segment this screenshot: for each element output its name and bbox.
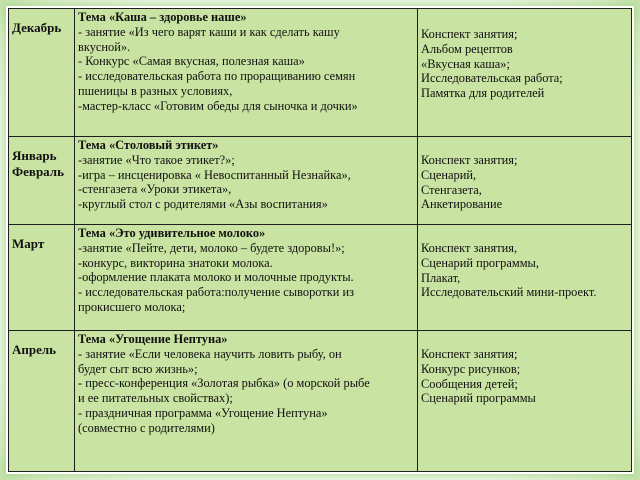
outcome-line: Плакат, [421, 270, 461, 285]
activity-line: -оформление плаката молоко и молочные продукты. [78, 270, 354, 285]
month-label: Март [12, 236, 45, 251]
activities-cell [75, 137, 418, 225]
activity-line: - занятие «Из чего варят каши и как сделать кашу [78, 24, 340, 39]
topic-title: Тема «Угощение Нептуна» [78, 332, 228, 346]
activities-cell [75, 9, 418, 137]
activity-line: - праздничная программа «Угощение Нептуна» [78, 405, 328, 420]
activity-line: -стенгазета «Уроки этикета», [78, 182, 232, 197]
topic-title: Тема «Столовый этикет» [78, 138, 219, 152]
activity-line: - занятие «Если человека научить ловить рыбу, он [78, 346, 342, 361]
activity-line: (совместно с родителями) [78, 420, 215, 435]
outcome-line: Конспект занятия; [421, 27, 518, 41]
plan-table-frame [6, 6, 634, 474]
month-cell [9, 331, 75, 472]
outcome-line: Альбом рецептов [421, 41, 513, 56]
outcome-line: Конкурс рисунков; [421, 361, 521, 376]
table-row-april [9, 331, 632, 472]
activity-line: -занятие «Что такое этикет?»; [78, 152, 235, 167]
outcome-line: Конспект занятия; [421, 347, 518, 361]
activity-line: пшеницы в разных условиях, [78, 83, 233, 98]
month-label: Апрель [12, 342, 57, 357]
month-cell [9, 225, 75, 331]
outcome-line: Конспект занятия, [421, 241, 518, 255]
activities-cell [75, 225, 418, 331]
plan-table [8, 8, 632, 472]
activity-line: -конкурс, викторина знатоки молока. [78, 255, 273, 270]
outcomes-cell [418, 225, 632, 331]
month-cell [9, 137, 75, 225]
outcomes-cell [418, 9, 632, 137]
outcomes-cell [418, 331, 632, 472]
activity-line: - Конкурс «Самая вкусная, полезная каша» [78, 54, 305, 69]
outcome-line: Памятка для родителей [421, 86, 545, 101]
activity-line: -мастер-класс «Готовим обеды для сыночка и дочки» [78, 98, 358, 113]
activity-line: - исследовательская работа по проращиванию семян [78, 69, 356, 84]
month-label: Декабрь [12, 20, 62, 35]
activity-line: прокисшего молока; [78, 299, 186, 314]
activities-cell [75, 331, 418, 472]
outcome-line: Сценарий программы, [421, 255, 539, 270]
activity-line: -круглый стол с родителями «Азы воспитания» [78, 197, 328, 212]
activity-line: вкусной». [78, 39, 131, 54]
outcome-line: «Вкусная каша»; [421, 56, 510, 71]
outcome-line: Сообщения детей; [421, 376, 518, 391]
topic-title: Тема «Это удивительное молоко» [78, 226, 266, 240]
activity-line: будет сыт всю жизнь»; [78, 361, 198, 376]
outcome-line: Сценарий, [421, 167, 477, 182]
topic-title: Тема «Каша – здоровье наше» [78, 10, 247, 24]
outcome-line: Исследовательский мини-проект. [421, 285, 597, 300]
outcomes-cell [418, 137, 632, 225]
month-label: Февраль [12, 163, 64, 179]
outcome-line: Конспект занятия; [421, 153, 518, 167]
activity-line: -игра – инсценировка « Невоспитанный Незнайка», [78, 167, 351, 182]
table-row-january-february [9, 137, 632, 225]
table-row-march [9, 225, 632, 331]
activity-line: и ее питательных свойствах); [78, 391, 233, 406]
activity-line: - исследовательская работа:получение сыворотки из [78, 285, 354, 300]
outcome-line: Сценарий программы [421, 391, 536, 406]
outcome-line: Анкетирование [421, 197, 503, 212]
activity-line: - пресс-конференция «Золотая рыбка» (о морской рыбе [78, 376, 370, 391]
table-row-december [9, 9, 632, 137]
outcome-line: Стенгазета, [421, 182, 482, 197]
outcome-line: Исследовательская работа; [421, 71, 563, 86]
activity-line: -занятие «Пейте, дети, молоко – будете здоровы!»; [78, 240, 345, 255]
month-cell [9, 9, 75, 137]
month-label: Январь [12, 148, 57, 163]
